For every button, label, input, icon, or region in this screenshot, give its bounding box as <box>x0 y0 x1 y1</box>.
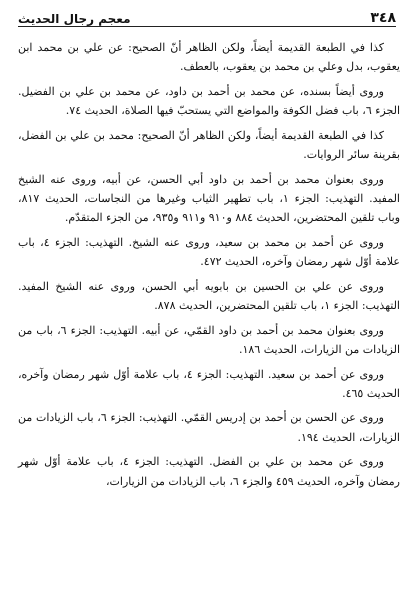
header-rule <box>18 26 396 27</box>
paragraph: وروى أيضاً بسنده، عن محمد بن أحمد بن داود، عن محمد بن علي بن الفضيل. الجزء ٦، باب فضل الكوفة والمواضع التي يستحبّ فيها الصلاة، الحديث ٧٤. <box>18 84 400 118</box>
running-head <box>18 6 396 26</box>
paragraph: وروى بعنوان محمد بن أحمد بن داود القمّي، عن أبيه. التهذيب: الجزء ٦، باب من الزيادات من الزيارات، الحديث ١٨٦. <box>18 323 400 356</box>
paragraph: كذا في الطبعة القديمة أيضاً، ولكن الظاهر أنّ الصحيح: محمد بن علي بن الفضل، بقرينة سائر الروايات. <box>18 128 400 162</box>
paragraph: وروى بعنوان محمد بن أحمد بن داود أبي الحسن، عن أبيه، وروى عنه الشيخ المفيد. التهذيب: الجزء ١، باب تطهير الثياب وغيرها من النجاسات، الحديث ٨١٧، وباب تلقين المحتضرين، الحديث ٨٨٤ و٩١٠ و٩١١ و٩٣٥، من الجزء المتقدّم. <box>18 172 400 225</box>
body-text <box>18 38 400 496</box>
paragraph: وروى عن علي بن الحسين بن بابويه أبي الحسن، وروى عنه الشيخ المفيد. التهذيب: الجزء ١، باب تلقين المحتضرين، الحديث ٨٧٨. <box>18 279 400 312</box>
paragraph: وروى عن أحمد بن سعيد. التهذيب: الجزء ٤، باب علامة أوّل شهر رمضان وآخره، الحديث ٤٦٥. <box>18 367 400 400</box>
paragraph: وروى عن الحسن بن أحمد بن إدريس القمّي. التهذيب: الجزء ٦، باب الزيادات من الزيارات، الحديث ١٩٤. <box>18 411 400 444</box>
page-number: ٣٤٨ <box>370 10 396 26</box>
paragraph: كذا في الطبعة القديمة أيضاً، ولكن الظاهر أنّ الصحيح: عن علي بن محمد ابن يعقوب، بدل وعلي بن محمد بن يعقوب، بالعطف. <box>18 41 400 74</box>
book-title: معجم رجال الحديث <box>18 12 131 26</box>
paragraph: وروى عن محمد بن علي بن الفضل. التهذيب: الجزء ٤، باب علامة أوّل شهر رمضان وآخره، الحديث ٤٥٩ والجزء ٦، باب الزيادات من الزيارات، <box>18 455 400 488</box>
paragraph: وروى عن أحمد بن محمد بن سعيد، وروى عنه الشيخ. التهذيب: الجزء ٤، باب علامة أوّل شهر رمضان وآخره، الحديث ٤٧٢. <box>18 235 400 269</box>
